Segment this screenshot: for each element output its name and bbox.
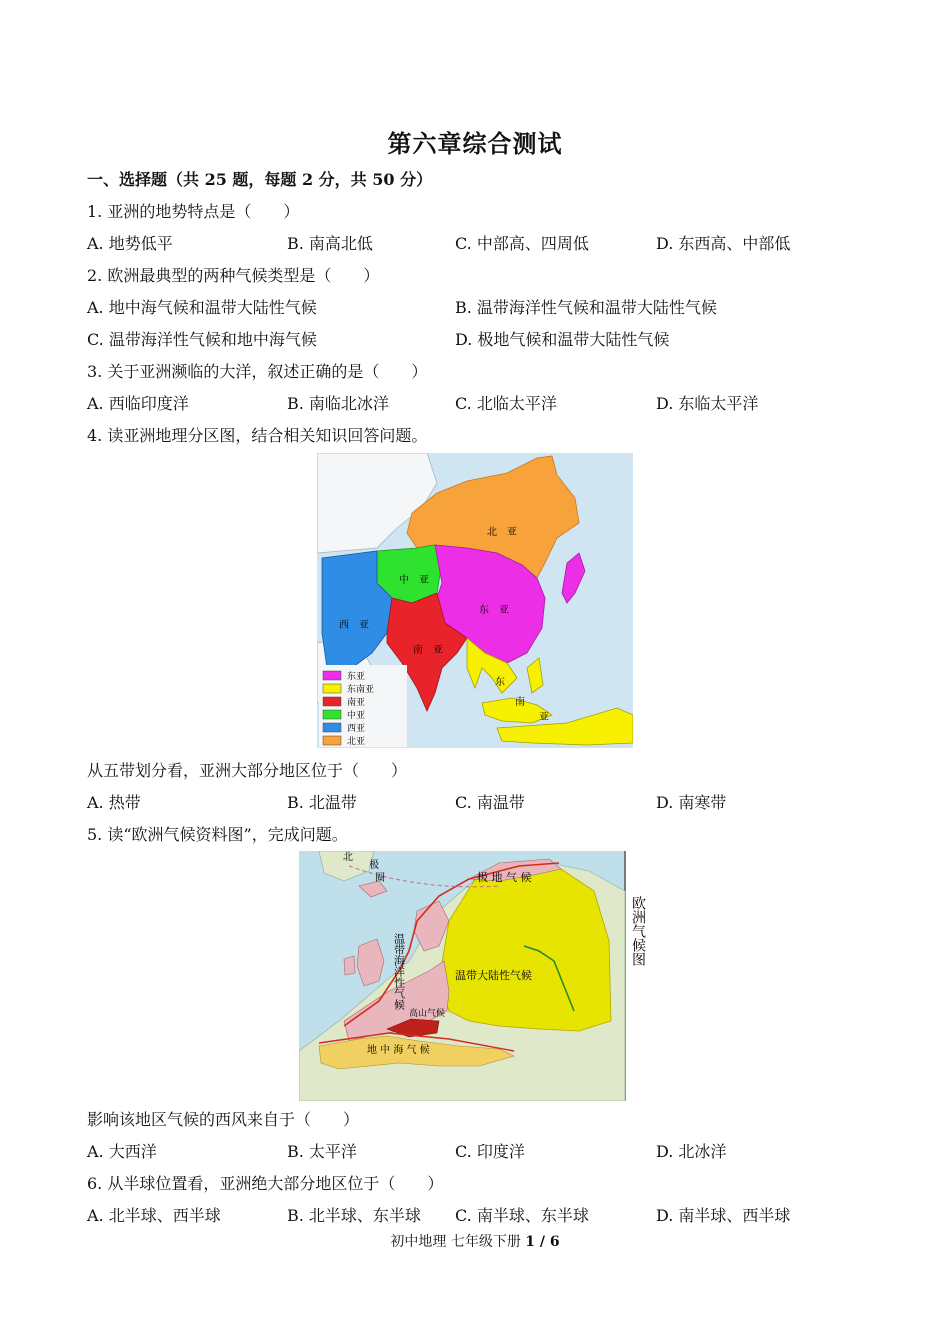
q3-option-a[interactable]: A. 西临印度洋 <box>87 394 189 413</box>
label-southeast-1: 东 <box>495 677 505 688</box>
label-oceanic-climate: 温带海洋性气候 <box>392 933 406 1010</box>
legend-swatch <box>323 736 341 745</box>
q3-option-c[interactable]: C. 北临太平洋 <box>455 394 557 413</box>
page-number: 1 / 6 <box>525 1234 560 1250</box>
legend-label: 北亚 <box>347 737 366 747</box>
asia-regions-map <box>317 453 633 748</box>
legend-label: 东南亚 <box>347 685 375 695</box>
legend-label: 西亚 <box>347 724 366 734</box>
question-5-sub: 影响该地区气候的西风来自于（ ） <box>87 1110 360 1129</box>
page-title: 第六章综合测试 <box>387 129 563 158</box>
legend-label: 南亚 <box>347 698 366 708</box>
label-south-asia: 南 亚 <box>413 645 443 656</box>
q4-option-a[interactable]: A. 热带 <box>87 793 141 812</box>
question-4-sub: 从五带划分看，亚洲大部分地区位于（ ） <box>87 761 408 780</box>
q2-option-c[interactable]: C. 温带海洋性气候和地中海气候 <box>87 330 317 349</box>
q2-option-b[interactable]: B. 温带海洋性气候和温带大陆性气候 <box>455 298 717 317</box>
legend-swatch <box>323 723 341 732</box>
label-southeast-2: 南 <box>515 697 525 708</box>
legend-swatch <box>323 684 341 693</box>
legend-swatch <box>323 710 341 719</box>
q6-option-b[interactable]: B. 北半球、东半球 <box>287 1206 421 1225</box>
europe-map-side-title: 欧洲气候图 <box>630 896 646 966</box>
label-continental-climate: 温带大陆性气候 <box>455 969 532 982</box>
question-4-stem: 4. 读亚洲地理分区图，结合相关知识回答问题。 <box>87 426 428 445</box>
legend-swatch <box>323 671 341 680</box>
q4-option-d[interactable]: D. 南寒带 <box>656 793 727 812</box>
q4-option-b[interactable]: B. 北温带 <box>287 793 357 812</box>
label-east-asia: 东 亚 <box>479 605 509 616</box>
label-mediterranean-climate: 地 中 海 气 候 <box>367 1045 430 1056</box>
footer-text: 初中地理 七年级下册 <box>390 1234 526 1250</box>
q1-option-d[interactable]: D. 东西高、中部低 <box>656 234 791 253</box>
legend-label: 中亚 <box>347 711 366 721</box>
label-arctic-1: 北 <box>343 852 353 863</box>
q3-option-d[interactable]: D. 东临太平洋 <box>656 394 759 413</box>
q5-option-a[interactable]: A. 大西洋 <box>87 1142 157 1161</box>
section-heading: 一、选择题（共 25 题，每题 2 分，共 50 分） <box>87 170 433 189</box>
legend-swatch <box>323 697 341 706</box>
legend-label: 东亚 <box>347 672 366 682</box>
europe-climate-map <box>299 851 651 1101</box>
question-5-stem: 5. 读“欧洲气候资料图”，完成问题。 <box>87 825 348 844</box>
q1-option-b[interactable]: B. 南高北低 <box>287 234 373 253</box>
question-6-stem: 6. 从半球位置看，亚洲绝大部分地区位于（ ） <box>87 1174 444 1193</box>
label-polar-climate: 极 地 气 候 <box>477 871 532 884</box>
label-north-asia: 北 亚 <box>487 527 517 538</box>
q2-option-a[interactable]: A. 地中海气候和温带大陆性气候 <box>87 298 317 317</box>
q5-option-c[interactable]: C. 印度洋 <box>455 1142 525 1161</box>
q2-option-d[interactable]: D. 极地气候和温带大陆性气候 <box>455 330 670 349</box>
question-2-stem: 2. 欧洲最典型的两种气候类型是（ ） <box>87 266 380 285</box>
q5-option-b[interactable]: B. 太平洋 <box>287 1142 357 1161</box>
question-1-stem: 1. 亚洲的地势特点是（ ） <box>87 202 300 221</box>
q4-option-c[interactable]: C. 南温带 <box>455 793 525 812</box>
label-southeast-3: 亚 <box>539 712 549 723</box>
q6-option-d[interactable]: D. 南半球、西半球 <box>656 1206 791 1225</box>
q1-option-c[interactable]: C. 中部高、四周低 <box>455 234 589 253</box>
q3-option-b[interactable]: B. 南临北冰洋 <box>287 394 389 413</box>
label-central-asia: 中 亚 <box>399 575 429 586</box>
label-arctic-3: 圈 <box>375 873 385 884</box>
q5-option-d[interactable]: D. 北冰洋 <box>656 1142 727 1161</box>
page-footer <box>0 1231 950 1251</box>
q6-option-c[interactable]: C. 南半球、东半球 <box>455 1206 589 1225</box>
label-alpine-climate: 高山气候 <box>409 1009 446 1019</box>
label-arctic-2: 极 <box>369 860 379 871</box>
label-west-asia: 西 亚 <box>339 620 369 631</box>
question-3-stem: 3. 关于亚洲濒临的大洋，叙述正确的是（ ） <box>87 362 428 381</box>
q1-option-a[interactable]: A. 地势低平 <box>87 234 173 253</box>
q6-option-a[interactable]: A. 北半球、西半球 <box>87 1206 221 1225</box>
